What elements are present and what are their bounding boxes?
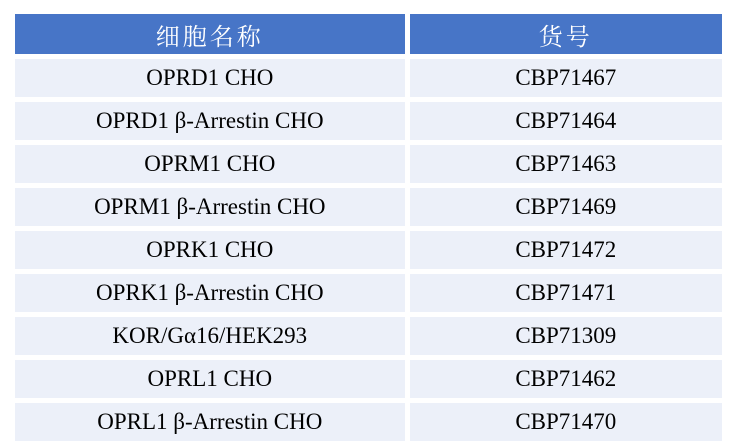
header-row	[15, 14, 722, 54]
catalog-number: CBP71309	[410, 317, 722, 355]
cell-name: OPRK1 β-Arrestin CHO	[15, 274, 405, 312]
table-row	[15, 188, 722, 226]
table-row	[15, 403, 722, 441]
table-row	[15, 274, 722, 312]
cell-line-table	[10, 9, 727, 446]
cell-name: OPRL1 CHO	[15, 360, 405, 398]
catalog-number: CBP71472	[410, 231, 722, 269]
cell-name: OPRD1 β-Arrestin CHO	[15, 102, 405, 140]
catalog-number: CBP71462	[410, 360, 722, 398]
table-row	[15, 360, 722, 398]
column-header-cell-name: 细胞名称	[15, 14, 405, 54]
table-row	[15, 317, 722, 355]
catalog-number: CBP71469	[410, 188, 722, 226]
table-row	[15, 231, 722, 269]
cell-name: KOR/Gα16/HEK293	[15, 317, 405, 355]
catalog-number: CBP71471	[410, 274, 722, 312]
cell-name: OPRD1 CHO	[15, 59, 405, 97]
cell-name: OPRM1 CHO	[15, 145, 405, 183]
catalog-number: CBP71464	[410, 102, 722, 140]
catalog-number: CBP71470	[410, 403, 722, 441]
column-header-catalog-number: 货号	[410, 14, 722, 54]
table-row	[15, 102, 722, 140]
cell-name: OPRL1 β-Arrestin CHO	[15, 403, 405, 441]
cell-name: OPRK1 CHO	[15, 231, 405, 269]
catalog-number: CBP71467	[410, 59, 722, 97]
table-row	[15, 145, 722, 183]
cell-name: OPRM1 β-Arrestin CHO	[15, 188, 405, 226]
table-row	[15, 59, 722, 97]
catalog-number: CBP71463	[410, 145, 722, 183]
